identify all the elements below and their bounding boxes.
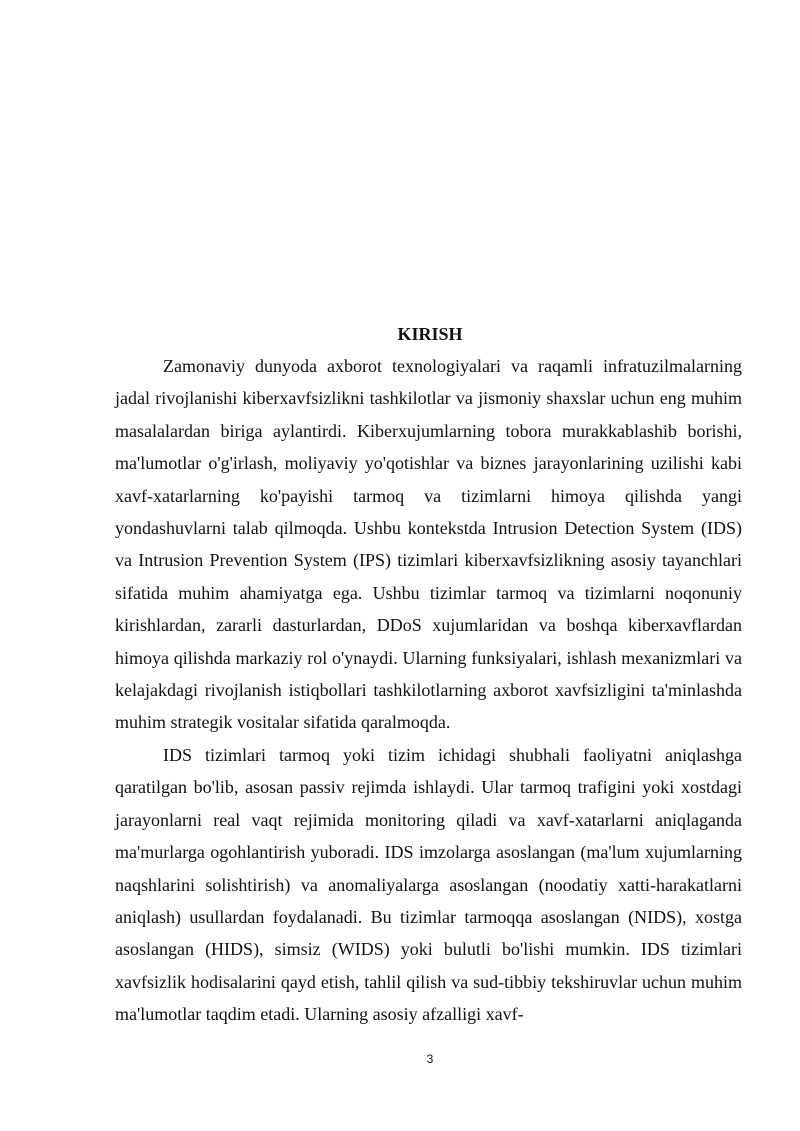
paragraph-1: Zamonaviy dunyoda axborot texnologiyalari va raqamli infratuzilmalarning jadal rivojlanishi kiberxavfsizlikni tashkilotlar va jismoniy shaxslar uchun eng muhim masalalardan biriga aylantirdi. Kiberxujumlarning tobora murakkablashib borishi, ma'lumotlar o'g'irlash, moliyaviy yo'qotishlar va biznes jarayonlarining uzilishi kabi xavf-xatarlarning ko'payishi tarmoq va tizimlarni himoya qilishda yangi yondashuvlarni talab qilmoqda. Ushbu kontekstda Intrusion Detection System (IDS) va Intrusion Prevention System (IPS) tizimlari kiberxavfsizlikning asosiy tayanchlari sifatida muhim ahamiyatga ega. Ushbu tizimlar tarmoq va tizimlarni noqonuniy kirishlardan, zararli dasturlardan, DDoS xujumlaridan va boshqa kiberxavflardan himoya qilishda markaziy rol o'ynaydi. Ularning funksiyalari, ishlash mexanizmlari va kelajakdagi rivojlanish istiqbollari tashkilotlarning axborot xavfsizligini ta'minlashda muhim strategik vositalar sifatida qaralmoqda. [115, 356, 742, 733]
paragraph-2: IDS tizimlari tarmoq yoki tizim ichidagi shubhali faoliyatni aniqlashga qaratilgan bo'lib, asosan passiv rejimda ishlaydi. Ular tarmoq trafigini yoki xostdagi jarayonlarni real vaqt rejimida monitoring qiladi va xavf-xatarlarni aniqlaganda ma'murlarga ogohlantirish yuboradi. IDS imzolarga asoslangan (ma'lum xujumlarning naqshlarini solishtirish) va anomaliyalarga asoslangan (noodatiy xatti-harakatlarni aniqlash) usullardan foydalanadi. Bu tizimlar tarmoqqa asoslangan (NIDS), xostga asoslangan (HIDS), simsiz (WIDS) yoki bulutli bo'lishi mumkin. IDS tizimlari xavfsizlik hodisalarini qayd etish, tahlil qilish va sud-tibbiy tekshiruvlar uchun muhim ma'lumotlar taqdim etadi. Ularning asosiy afzalligi xavf- [115, 744, 742, 1025]
body-text [115, 350, 742, 1031]
page-number: 3 [426, 1052, 434, 1066]
section-heading: KIRISH [397, 324, 463, 344]
